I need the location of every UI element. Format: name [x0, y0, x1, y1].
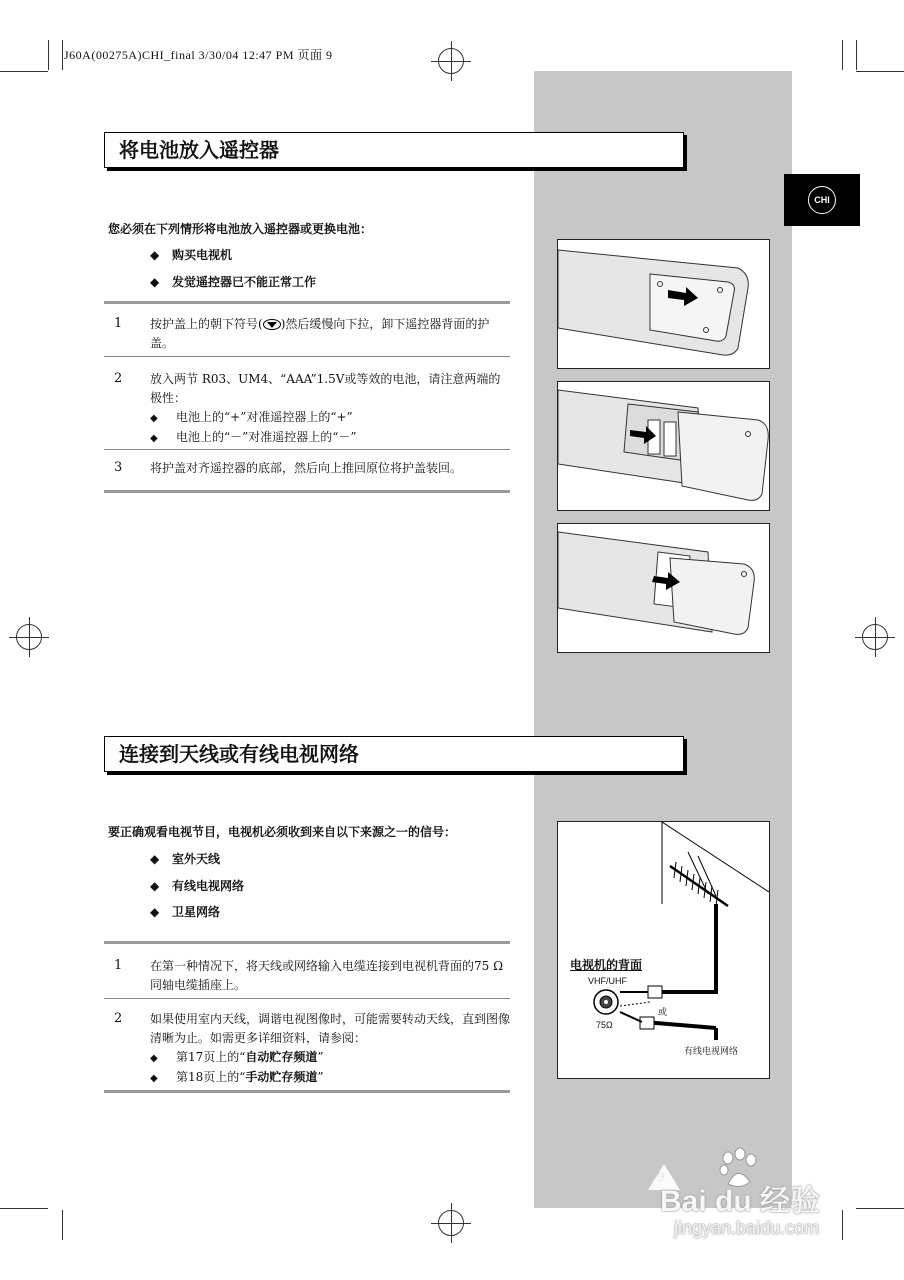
crop-mark [856, 1208, 904, 1209]
sub-item: ◆ 第18页上的“手动贮存频道” [150, 1070, 324, 1084]
divider [104, 490, 510, 493]
sub-item: ◆ 电池上的“+”对准遥控器上的“+” [150, 410, 353, 424]
language-tab [784, 174, 860, 226]
remote-illustration-3 [557, 523, 770, 653]
list-item: ◆ 卫星网络 [150, 905, 221, 919]
divider [104, 301, 510, 304]
port-label: VHF/UHF [588, 976, 627, 986]
registration-mark [438, 48, 464, 74]
crop-mark [0, 71, 48, 72]
language-badge: CHI [808, 186, 836, 214]
sub-item: ◆ 第17页上的“自动贮存频道” [150, 1050, 324, 1064]
divider [104, 449, 510, 450]
sub-item: ◆ 电池上的“－”对准遥控器上的“－” [150, 430, 357, 444]
step-number: 3 [114, 460, 123, 475]
step-number: 2 [114, 371, 123, 386]
divider [104, 941, 510, 944]
step-number: 1 [114, 316, 123, 331]
crop-mark [62, 1210, 63, 1240]
divider [104, 998, 510, 999]
registration-mark [16, 624, 42, 650]
print-meta: J60A(00275A)CHI_final 3/30/04 12:47 PM 页面 9 [64, 48, 333, 62]
crop-mark [856, 71, 904, 72]
crop-mark [0, 1208, 48, 1209]
tv-back-label: 电视机的背面 [570, 958, 643, 972]
down-arrow-icon [263, 319, 281, 330]
crop-mark [842, 40, 843, 70]
or-label: 或 [658, 1008, 668, 1018]
section-title-batteries: 将电池放入遥控器 [104, 132, 684, 168]
step-text: 在第一种情况下，将天线或网络输入电缆连接到电视机背面的75 Ω 同轴电缆插座上。 [150, 959, 504, 992]
step-text: 放入两节 R03、UM4、“AAA”1.5V或等效的电池，请注意两端的极性： ◆ 电池上的“+”对准遥控器上的“+” ◆ 电池上的“－”对准遥控器上的“－” [150, 370, 510, 448]
crop-mark [842, 1210, 843, 1240]
section-title-antenna: 连接到天线或有线电视网络 [104, 736, 684, 772]
registration-mark [862, 624, 888, 650]
divider [104, 1090, 510, 1093]
ohm-label: 75Ω [596, 1020, 613, 1030]
step-text: 将护盖对齐遥控器的底部，然后向上推回原位将护盖装回。 [150, 461, 463, 475]
crop-mark [62, 40, 63, 70]
section1-intro: 您必须在下列情形将电池放入遥控器或更换电池： [108, 222, 373, 236]
remote-illustration-1 [557, 239, 770, 369]
step-number: 2 [114, 1011, 123, 1026]
remote-illustration-2 [557, 381, 770, 511]
step-text: 如果使用室内天线，调谐电视图像时，可能需要转动天线，直到图像清晰为止。如需更多详细资料，请参阅： ◆ 第17页上的“自动贮存频道” ◆ 第18页上的“手动贮存频道” [150, 1010, 510, 1088]
list-item: ◆ 室外天线 [150, 852, 221, 866]
crop-mark [48, 40, 49, 70]
list-item: ◆ 购买电视机 [150, 248, 233, 262]
step-text: 按护盖上的朝下符号( )然后缓慢向下拉，卸下遥控器背面的护盖。 [150, 317, 490, 350]
crop-mark [856, 40, 857, 70]
watermark-brand: Bai du 经验 [660, 1185, 821, 1218]
antenna-diagram [557, 821, 770, 1079]
watermark-url: jingyan.baidu.com [674, 1218, 820, 1238]
registration-mark [438, 1210, 464, 1236]
list-item: ◆ 有线电视网络 [150, 879, 245, 893]
section2-intro: 要正确观看电视节目，电视机必须收到来自以下来源之一的信号： [108, 825, 457, 839]
cable-network-label: 有线电视网络 [684, 1047, 739, 1057]
divider [104, 356, 510, 357]
step-number: 1 [114, 958, 123, 973]
list-item: ◆ 发觉遥控器已不能正常工作 [150, 275, 317, 289]
